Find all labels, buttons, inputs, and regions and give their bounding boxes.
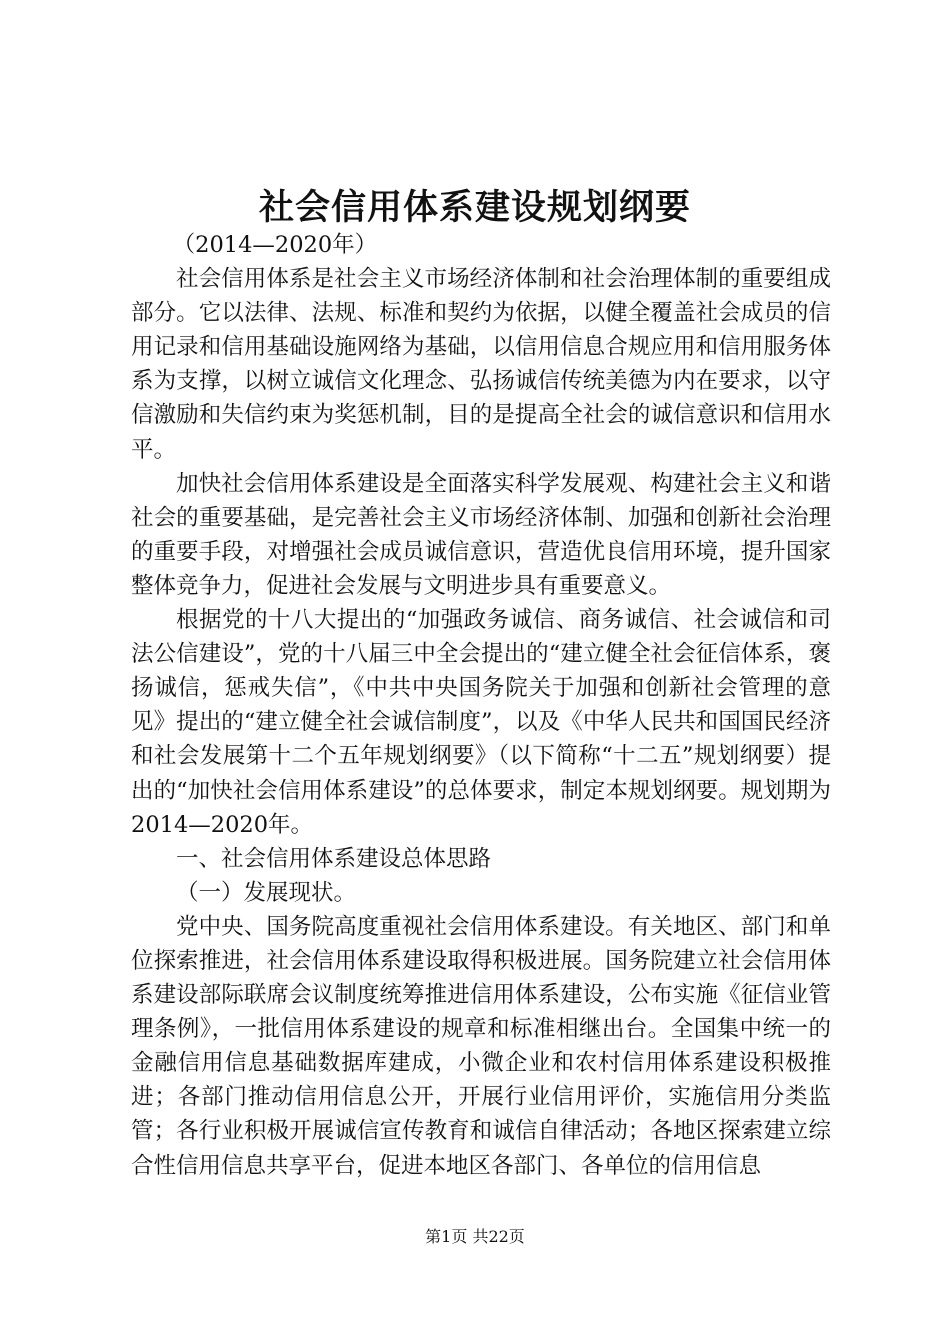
- page-footer: 第1页 共22页: [425, 1227, 525, 1246]
- document-body: [131, 228, 831, 1183]
- section-heading: 一、社会信用体系建设总体思路: [176, 845, 492, 872]
- subsection-heading: （一）发展现状。: [176, 879, 357, 906]
- paragraph-basis: 根据党的十八大提出的“加强政务诚信、商务诚信、社会诚信和司法公信建设”，党的十八届三中全会提出的“建立健全社会征信体系，褒扬诚信，惩戒失信”，《中共中央国务院关于加强和创新社会管理的意见》提出的“建立健全社会诚信制度”，以及《中华人民共和国国民经济和社会发展第十二个五年规划纲要》（以下简称“十二五”规划纲要）提出的“加快社会信用体系建设”的总体要求，制定本规划纲要。规划期为2014—2020年。: [131, 607, 831, 838]
- date-range: （2014—2020年）: [172, 232, 378, 258]
- paragraph-intro: 社会信用体系是社会主义市场经济体制和社会治理体制的重要组成部分。它以法律、法规、标准和契约为依据，以健全覆盖社会成员的信用记录和信用基础设施网络为基础，以信用信息合规应用和信用服务体系为支撑，以树立诚信文化理念、弘扬诚信传统美德为内在要求，以守信激励和失信约束为奖惩机制，目的是提高全社会的诚信意识和信用水平。: [131, 266, 831, 463]
- document-title: 社会信用体系建设规划纲要: [258, 187, 691, 228]
- paragraph-status: 党中央、国务院高度重视社会信用体系建设。有关地区、部门和单位探索推进，社会信用体系建设取得积极进展。国务院建立社会信用体系建设部际联席会议制度统筹推进信用体系建设，公布实施《征信业管理条例》，一批信用体系建设的规章和标准相继出台。全国集中统一的金融信用信息基础数据库建成，小微企业和农村信用体系建设积极推进；各部门推动信用信息公开，开展行业信用评价，实施信用分类监管；各行业积极开展诚信宣传教育和诚信自律活动；各地区探索建立综合性信用信息共享平台，促进本地区各部门、各单位的信用信息: [131, 913, 831, 1179]
- paragraph-importance: 加快社会信用体系建设是全面落实科学发展观、构建社会主义和谐社会的重要基础，是完善社会主义市场经济体制、加强和创新社会治理的重要手段，对增强社会成员诚信意识，营造优良信用环境，提升国家整体竞争力，促进社会发展与文明进步具有重要意义。: [131, 470, 831, 599]
